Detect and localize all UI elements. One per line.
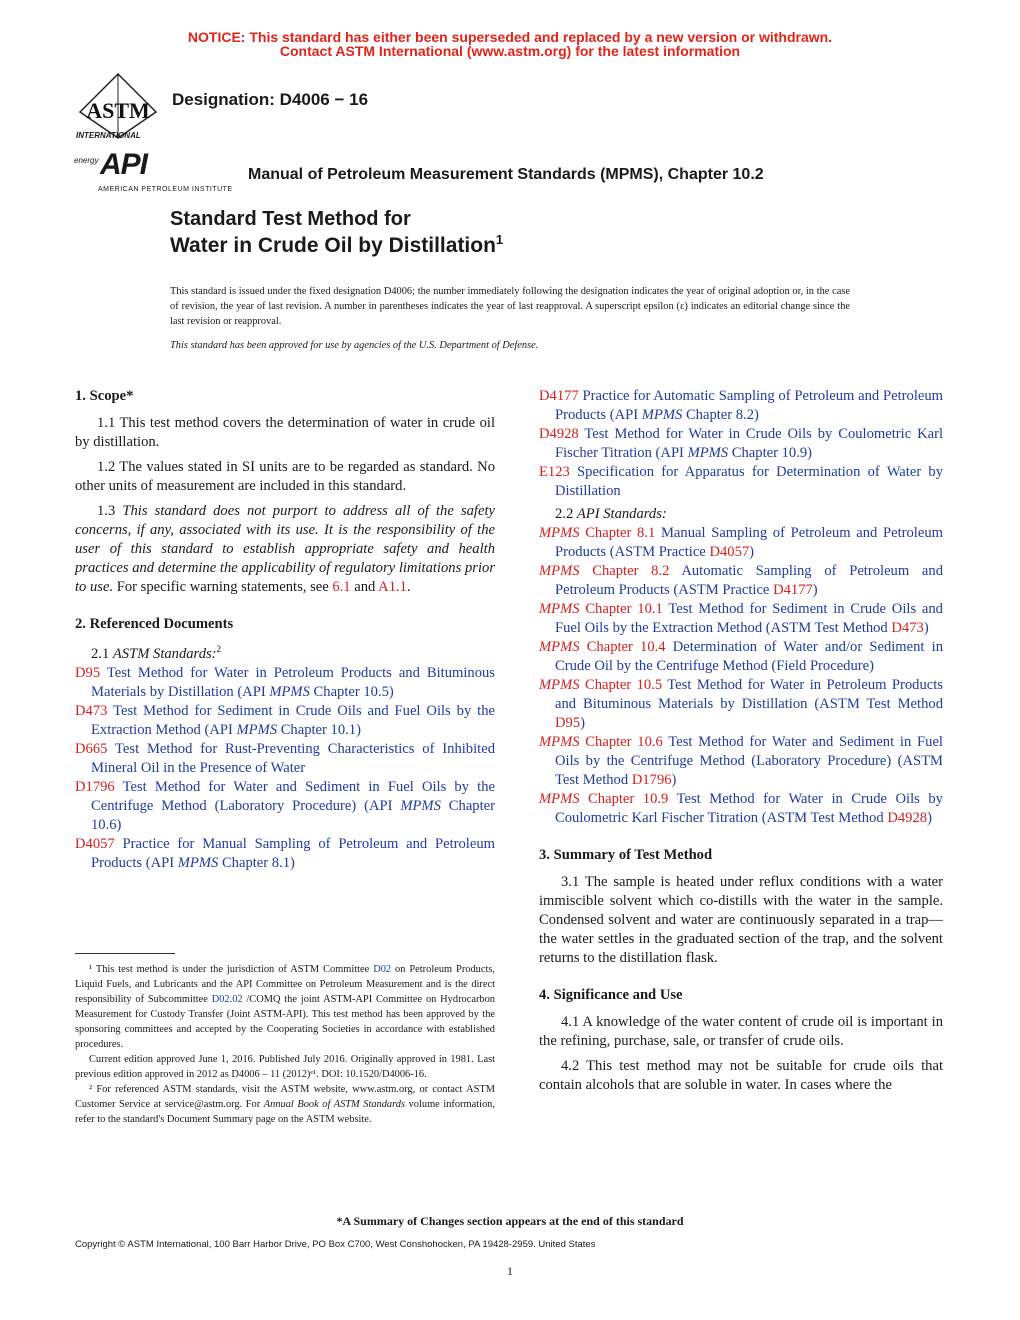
astm-standards-num: 2.1: [91, 645, 113, 662]
left-column: [75, 387, 495, 873]
api-ref-mpms[interactable]: MPMS: [539, 525, 580, 541]
para-1-3-caveat: This standard does not purport to address all of the safety concerns, if any, associated with its use. It is the responsibility of the user of this standard to establish appropriate safety and health practices and determine the applicability of regulatory limitations prior to use.: [75, 503, 495, 595]
astm-ref-title-b[interactable]: Chapter 10.6): [91, 797, 495, 833]
astm-refs-list: [75, 664, 495, 873]
astm-standards-text: ASTM Standards:: [112, 645, 217, 662]
astm-ref-title-b[interactable]: Chapter 8.2): [682, 407, 759, 423]
astm-ref-item: [75, 664, 495, 702]
api-logo-text: API: [100, 148, 148, 181]
astm-ref-title-a[interactable]: Test Method for Water in Petroleum Products and Bituminous Materials by Distillation (API: [91, 664, 495, 700]
api-ref-link[interactable]: D473: [891, 620, 924, 636]
summary-of-changes-note: *A Summary of Changes section appears at the end of this standard: [336, 1214, 684, 1228]
astm-ref-code-link[interactable]: D1796: [75, 778, 115, 795]
copyright: Copyright © ASTM International, 100 Barr Harbor Drive, PO Box C700, West Conshohocken, PA 19428-2959. United States: [75, 1239, 596, 1250]
astm-ref-code-link[interactable]: D4057: [75, 835, 115, 852]
astm-logo-text: ASTM: [86, 98, 150, 123]
para-4-1: 4.1 A knowledge of the water content of crude oil is important in the refining, purchase, sale, or transfer of crude oils.: [539, 1014, 943, 1049]
astm-ref-item: [75, 835, 495, 873]
api-standards-text: API Standards:: [576, 506, 667, 522]
api-ref-mpms[interactable]: MPMS: [539, 734, 580, 750]
astm-ref-mpms[interactable]: MPMS: [177, 854, 219, 871]
api-refs-list: [539, 524, 943, 828]
api-ref-item: [539, 524, 943, 562]
api-ref-link[interactable]: D1796: [631, 772, 672, 788]
astm-ref-code-link[interactable]: D95: [75, 664, 101, 681]
para-1-3-end: .: [406, 579, 411, 595]
para-1-3-num: 1.3: [97, 503, 123, 519]
footnote-1: [75, 962, 495, 1052]
api-ref-item: [539, 638, 943, 676]
section-1-heading: 1. Scope*: [75, 388, 134, 404]
api-ref-link[interactable]: D4928: [887, 810, 928, 826]
api-ref-item: [539, 733, 943, 790]
footnote-2-a: ² For referenced ASTM standards, visit the ASTM website, www.astm.org, or contact ASTM Customer Service at service@astm.org. For: [75, 1084, 495, 1110]
link-a1-1[interactable]: A1.1: [378, 579, 407, 595]
designation: Designation: D4006 − 16: [172, 90, 369, 109]
astm-ref-title-a[interactable]: Specification for Apparatus for Determination of Water by Distillation: [555, 464, 943, 499]
astm-standards-sup: 2: [216, 644, 222, 654]
footnote-divider: [75, 953, 175, 954]
footnote-edition: Current edition approved June 1, 2016. Published July 2016. Originally approved in 1981. Last previous edition approved in 2012 as D4006 – 11 (2012)ᵉ¹. DOI: 10.1520/D4006-16.: [75, 1054, 495, 1080]
api-ref-mpms[interactable]: MPMS: [539, 677, 580, 693]
link-d02[interactable]: D02: [373, 964, 392, 975]
astm-ref-code-link[interactable]: D473: [75, 702, 108, 719]
astm-ref-title-a[interactable]: Test Method for Rust-Preventing Characteristics of Inhibited Mineral Oil in the Presence of Water: [91, 740, 495, 776]
astm-ref-title-b[interactable]: Chapter 10.5): [309, 683, 394, 700]
astm-ref-title-a[interactable]: Practice for Manual Sampling of Petroleum and Petroleum Products (API: [91, 835, 495, 871]
api-ref-mpms[interactable]: MPMS: [539, 563, 580, 579]
api-ref-end[interactable]: ): [580, 715, 586, 731]
astm-standards-label: [75, 640, 495, 664]
astm-ref-title-a[interactable]: Test Method for Water and Sediment in Fuel Oils by the Centrifuge Method (Laboratory Procedure) (API: [91, 778, 495, 814]
api-ref-mpms[interactable]: MPMS: [539, 601, 580, 617]
api-ref-end[interactable]: ): [749, 544, 755, 560]
footnote-1-c: /COMQ the joint ASTM-API Committee on Hydrocarbon Measurement for Custody Transfer (Joint ASTM-API). This test method has been approved by the sponsoring committees and accepted by the Cooperating Societies in accordance with established procedures.: [75, 994, 495, 1050]
api-ref-title[interactable]: Determination of Water and/or Sediment in Crude Oil by the Centrifuge Method (Field Procedure): [555, 639, 943, 674]
link-6-1[interactable]: 6.1: [332, 579, 351, 595]
api-ref-title[interactable]: Manual Sampling of Petroleum and Petroleum Products (ASTM Practice: [555, 525, 943, 560]
dod-approval: This standard has been approved for use by agencies of the U.S. Department of Defense.: [170, 340, 539, 351]
api-logo-caption: AMERICAN PETROLEUM INSTITUTE: [98, 186, 233, 193]
para-1-2: 1.2 The values stated in SI units are to be regarded as standard. No other units of measurement are included in this standard.: [75, 459, 495, 494]
api-ref-item: [539, 790, 943, 828]
footnote-2: [75, 1082, 495, 1127]
title-line-2: [170, 232, 503, 258]
api-ref-chapter[interactable]: Chapter 10.4: [579, 639, 666, 655]
para-1-3: [75, 502, 495, 597]
api-ref-link[interactable]: D4177: [773, 582, 813, 598]
api-ref-chapter[interactable]: Chapter 10.9: [579, 791, 669, 807]
astm-logo-caption: INTERNATIONAL: [76, 131, 141, 140]
api-ref-title[interactable]: Test Method for Water in Petroleum Products and Bituminous Materials by Distillation (ASTM Test Method: [555, 677, 943, 712]
astm-ref-code-link[interactable]: D4177: [539, 388, 579, 404]
api-ref-chapter[interactable]: Chapter 8.1: [579, 525, 656, 541]
api-ref-item: [539, 676, 943, 733]
para-1-3-tail: For specific warning statements, see: [113, 579, 333, 595]
api-ref-chapter[interactable]: Chapter 8.2: [579, 563, 670, 579]
intro-paragraph: This standard is issued under the fixed designation D4006; the number immediately following the designation indicates the year of original adoption or, in the case of revision, the year of last revision. A number in parentheses indicates the year of last reapproval. A superscript epsilon (ε) indicates an editorial change since the last revision or reapproval.: [170, 286, 850, 327]
api-standards-label: [539, 505, 943, 524]
para-1-3-and: and: [350, 579, 379, 595]
api-ref-end[interactable]: ): [812, 582, 818, 598]
api-ref-mpms[interactable]: MPMS: [539, 639, 580, 655]
astm-ref-item: [539, 387, 943, 425]
para-4-2: 4.2 This test method may not be suitable for crude oils that contain alcohols that are soluble in water. In cases where the: [539, 1058, 943, 1093]
astm-ref-item: [539, 463, 943, 501]
astm-ref-mpms[interactable]: MPMS: [687, 445, 729, 461]
title-line-1: Standard Test Method for: [170, 208, 411, 230]
footnote-1-a: ¹ This test method is under the jurisdiction of ASTM Committee: [89, 964, 374, 975]
para-1-1: 1.1 This test method covers the determination of water in crude oil by distillation.: [75, 415, 495, 450]
footnote-1-b: on Petroleum Products, Liquid Fuels, and Lubricants and the API Committee on Petroleum Measurement and is the direct responsibility of Subcommittee: [75, 964, 496, 1005]
astm-ref-mpms[interactable]: MPMS: [269, 683, 310, 700]
astm-ref-title-a[interactable]: Test Method for Water in Crude Oils by Coulometric Karl Fischer Titration (API: [555, 426, 943, 461]
api-ref-end[interactable]: ): [927, 810, 932, 826]
api-ref-title[interactable]: Test Method for Water in Crude Oils by Coulometric Karl Fischer Titration (ASTM Test Method: [555, 791, 943, 826]
api-ref-item: [539, 562, 943, 600]
astm-ref-mpms[interactable]: MPMS: [641, 407, 683, 423]
astm-ref-title-b[interactable]: Chapter 10.9): [728, 445, 813, 461]
section-4-heading: 4. Significance and Use: [539, 987, 683, 1003]
astm-ref-title-a[interactable]: Test Method for Sediment in Crude Oils and Fuel Oils by the Extraction Method (API: [91, 702, 495, 738]
astm-ref-code-link[interactable]: E123: [539, 464, 570, 480]
page-number: 1: [507, 1264, 513, 1278]
footnote-2-b: volume information, refer to the standard's Document Summary page on the ASTM website.: [75, 1099, 495, 1125]
astm-refs-list-continued: [539, 387, 943, 501]
footnote-2-italic: Annual Book of ASTM Standards: [263, 1099, 406, 1110]
astm-ref-item: [75, 740, 495, 778]
api-standards-num: 2.2: [555, 506, 577, 522]
astm-ref-code-link[interactable]: D4928: [539, 426, 579, 442]
api-ref-title[interactable]: Test Method for Sediment in Crude Oils and Fuel Oils by the Extraction Method (ASTM Test Method: [555, 601, 943, 636]
api-energy-text: energy: [74, 156, 99, 165]
api-ref-chapter[interactable]: Chapter 10.5: [579, 677, 663, 693]
section-2-heading: 2. Referenced Documents: [75, 616, 234, 632]
astm-ref-item: [75, 778, 495, 835]
astm-ref-title-b[interactable]: Chapter 10.1): [277, 721, 361, 738]
api-ref-item: [539, 600, 943, 638]
api-ref-link[interactable]: D4057: [709, 544, 750, 560]
astm-ref-title-b[interactable]: Chapter 8.1): [218, 854, 295, 871]
notice-line-2: Contact ASTM International (www.astm.org) for the latest information: [279, 43, 741, 59]
para-3-1: 3.1 The sample is heated under reflux conditions with a water immiscible solvent which co-distills with the water in the sample. Condensed solvent and water are continuously separated in a trap—the water settles in the graduated section of the trap, and the solvent returns to the distillation flask.: [539, 874, 943, 966]
api-ref-end[interactable]: ): [923, 620, 929, 636]
api-logo: [72, 148, 242, 194]
title-footnote-marker: 1: [495, 232, 504, 247]
api-ref-link[interactable]: D95: [555, 715, 581, 731]
astm-ref-code-link[interactable]: D665: [75, 740, 108, 757]
api-ref-title[interactable]: Test Method for Water and Sediment in Fuel Oils by the Centrifuge Method (Laboratory Procedure) (ASTM Test Method: [555, 734, 943, 788]
astm-ref-title-a[interactable]: Practice for Automatic Sampling of Petroleum and Petroleum Products (API: [555, 388, 943, 423]
notice-line-1: NOTICE: This standard has either been superseded and replaced by a new version or withdrawn.: [187, 29, 833, 45]
api-ref-title[interactable]: Automatic Sampling of Petroleum and Petroleum Products (ASTM Practice: [555, 563, 943, 598]
api-ref-chapter[interactable]: Chapter 10.6: [579, 734, 663, 750]
astm-ref-mpms[interactable]: MPMS: [400, 797, 441, 814]
title-text: Water in Crude Oil by Distillation: [170, 234, 496, 257]
mpms-subtitle: Manual of Petroleum Measurement Standards (MPMS), Chapter 10.2: [248, 166, 764, 183]
link-d02-02[interactable]: D02.02: [211, 994, 243, 1005]
api-ref-chapter[interactable]: Chapter 10.1: [579, 601, 663, 617]
api-ref-mpms[interactable]: MPMS: [539, 791, 580, 807]
section-3-heading: 3. Summary of Test Method: [539, 847, 713, 863]
api-ref-end[interactable]: ): [671, 772, 677, 788]
footnotes: [75, 962, 495, 1127]
astm-ref-item: [539, 425, 943, 463]
astm-ref-mpms[interactable]: MPMS: [236, 721, 278, 738]
right-column: [539, 387, 943, 1095]
astm-ref-item: [75, 702, 495, 740]
